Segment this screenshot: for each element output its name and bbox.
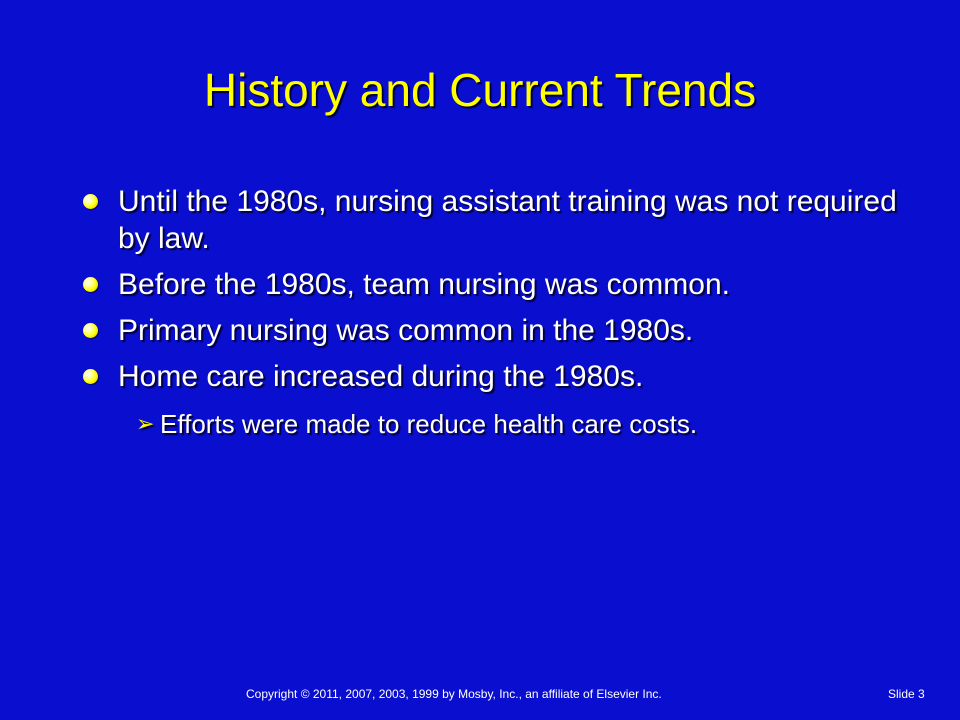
round-bullet-icon — [83, 277, 98, 292]
bullet-text: Primary nursing was common in the 1980s. — [118, 314, 694, 347]
bullet-item — [80, 312, 900, 349]
round-bullet-icon — [83, 369, 98, 384]
slide-number: Slide 3 — [888, 687, 925, 701]
round-bullet-icon — [83, 323, 98, 338]
bullet-item — [80, 183, 900, 257]
round-bullet-icon — [83, 194, 98, 209]
bullet-text: Until the 1980s, nursing assistant training was not required by law. — [118, 185, 897, 255]
copyright-text: Copyright © 2011, 2007, 2003, 1999 by Mosby, Inc., an affiliate of Elsevier Inc. — [246, 687, 662, 701]
bullet-text: Home care increased during the 1980s. — [118, 360, 644, 393]
slide-title: History and Current Trends — [203, 64, 757, 116]
bullet-item — [80, 358, 900, 395]
subbullet-text: Efforts were made to reduce health care costs. — [160, 409, 698, 439]
arrow-bullet-icon: ➢ — [136, 411, 155, 436]
bullet-text: Before the 1980s, team nursing was common. — [118, 268, 730, 301]
bullet-item — [80, 266, 900, 303]
subbullet-item — [136, 408, 900, 440]
bullet-list — [80, 183, 900, 440]
